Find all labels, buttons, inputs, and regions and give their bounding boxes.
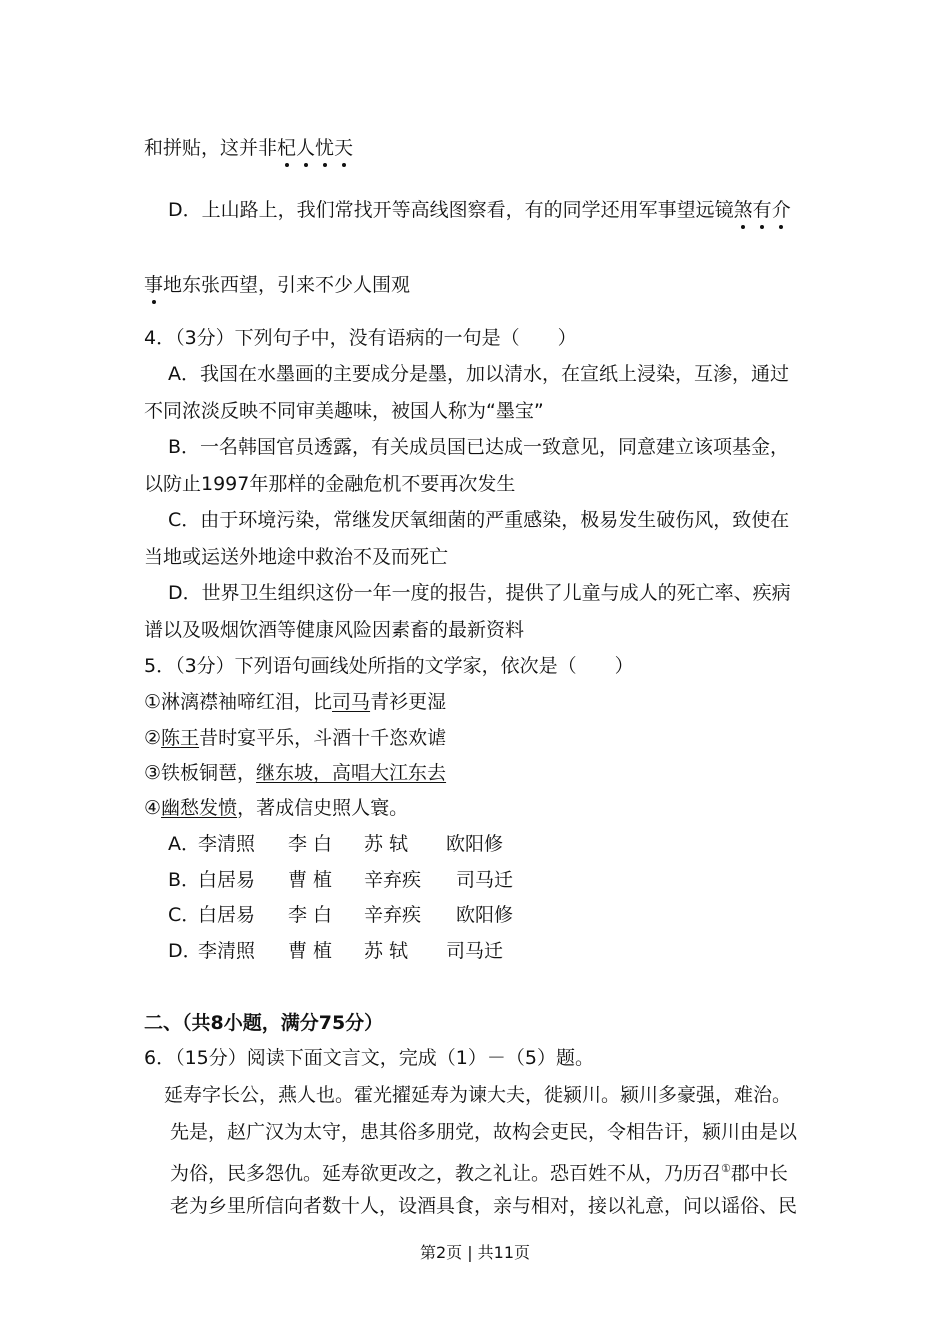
q3-option-d-line1: D．上山路上，我们常找开等高线图察看，有的同学还用军事望远镜煞有介 (168, 199, 791, 221)
q6-passage-line1: 延寿字长公，燕人也。霍光擢延寿为谏大夫，徙颍川。颍川多豪强，难治。 (164, 1084, 792, 1106)
q6-passage-line2: 先是，赵广汉为太守，患其俗多朋党，故构会吏民，令相告讦，颍川由是以 (170, 1121, 798, 1143)
q5-option-c: C．白居易 李 白 辛弃疾 欧阳修 (168, 904, 514, 926)
q4-option-b-line2: 以防止1997年那样的金融危机不要再次发生 (144, 473, 516, 495)
q4-option-c-line2: 当地或运送外地途中救治不及而死亡 (144, 546, 449, 568)
q4-option-c-line1: C．由于环境污染，常继发厌氧细菌的严重感染，极易发生破伤风，致使在 (168, 509, 790, 531)
q6-passage-line4: 老为乡里所信向者数十人，设酒具食，亲与相对，接以礼意，问以谣俗、民 (170, 1195, 798, 1217)
q5-sentence-2: ②陈王昔时宴平乐，斗酒十千恣欢谑 (144, 727, 447, 749)
q4-option-a-line1: A．我国在水墨画的主要成分是墨，加以清水，在宣纸上浸染，互渗，通过 (168, 363, 789, 385)
q5-option-b: B．白居易 曹 植 辛弃疾 司马迁 (168, 869, 514, 891)
q6-stem: 6．（15分）阅读下面文言文，完成（1）－（5）题。 (144, 1047, 594, 1069)
q5-option-d: D．李清照 曹 植 苏 轼 司马迁 (168, 940, 504, 962)
footnote-marker: ① (721, 1162, 731, 1175)
q4-stem: 4．（3分）下列句子中，没有语病的一句是（ ） (144, 327, 577, 349)
q6-passage-line3: 为俗，民多怨仇。延寿欲更改之，教之礼让。恐百姓不从，乃历召①郡中长 (170, 1162, 788, 1185)
q4-option-d-line2: 谱以及吸烟饮酒等健康风险因素畜的最新资料 (144, 619, 525, 641)
q3-option-c-tail: 和拼贴，这并非杞人忧天 (144, 137, 354, 159)
q5-sentence-1: ①淋漓襟袖啼红泪，比司马青衫更湿 (144, 691, 447, 713)
q4-option-d-line1: D．世界卫生组织这份一年一度的报告，提供了儿童与成人的死亡率、疾病 (168, 582, 791, 604)
q5-option-a: A．李清照 李 白 苏 轼 欧阳修 (168, 833, 504, 855)
page-footer: 第2页 | 共11页 (419, 1243, 531, 1262)
q5-sentence-3: ③铁板铜琶，继东坡，高唱大江东去 (144, 762, 447, 784)
q4-option-a-line2: 不同浓淡反映不同审美趣味，被国人称为“墨宝” (144, 400, 544, 422)
q5-sentence-4: ④幽愁发愤，著成信史照人寰。 (144, 797, 409, 819)
q4-option-b-line1: B．一名韩国官员透露，有关成员国已达成一致意见，同意建立该项基金， (168, 436, 790, 458)
q3-option-d-line2: 事地东张西望，引来不少人围观 (144, 274, 411, 296)
q5-stem: 5．（3分）下列语句画线处所指的文学家，依次是（ ） (144, 655, 634, 677)
section-2-heading: 二、（共8小题，满分75分） (144, 1012, 384, 1034)
